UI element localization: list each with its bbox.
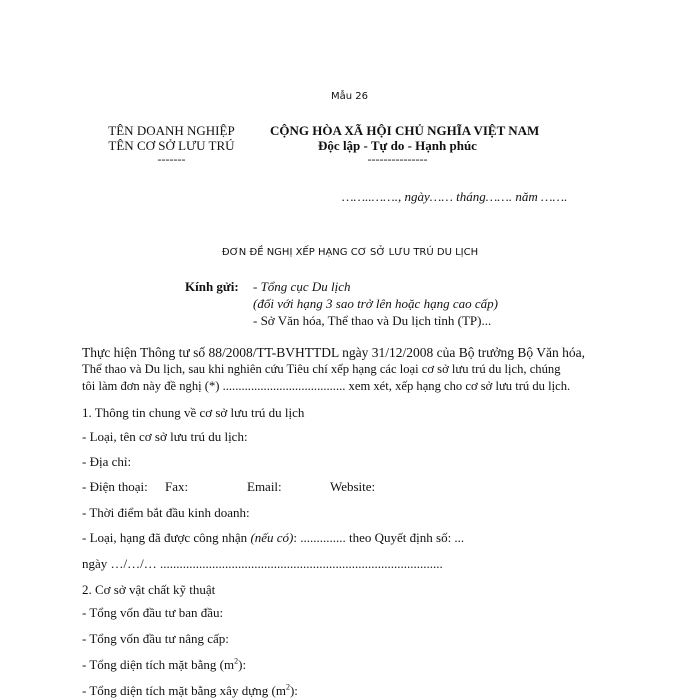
recognized-suffix: : .............. theo Quyết định số: ... [293,530,465,545]
field-built-area: - Tổng diện tích mặt bằng xây dựng $(m^2)$: [82,682,298,698]
right-divider: --------------- [367,152,428,166]
date-line: ……..……., ngày…… tháng……. năm ……. [342,189,568,204]
facility-name: TÊN CƠ SỞ LƯU TRÚ [108,138,235,153]
field-type-name: - Loại, tên cơ sở lưu trú du lịch: [82,429,248,444]
field-decision-date: ngày …/…/… ....................................................................................... [82,556,443,571]
superscript-2: 2 [285,682,290,692]
section-1-heading: 1. Thông tin chung về cơ sở lưu trú du lịch [82,405,305,420]
field-recognized-rank [82,530,464,546]
document-title: ĐƠN ĐỀ NGHỊ XẾP HẠNG CƠ SỞ LƯU TRÚ DU LỊCH [221,247,479,258]
superscript-2: 2 [234,656,239,666]
motto: Độc lập - Tự do - Hạnh phúc [318,138,477,153]
field-website: Website: [330,479,376,494]
intro-line-3: tôi làm đơn này đề nghị (*) ....................................... xem xét, xếp hạng cho cơ sở lưu trú du lịch. [82,379,571,393]
field-fax: Fax: [165,479,189,494]
field-address: - Địa chỉ: [82,454,132,469]
field-initial-capital: - Tổng vốn đầu tư ban đầu: [82,605,224,620]
country-name: CỘNG HÒA XÃ HỘI CHỦ NGHĨA VIỆT NAM [270,123,540,138]
field-upgrade-capital: - Tổng vốn đầu tư nâng cấp: [82,631,229,646]
recipient-2: - Sở Văn hóa, Thể thao và Du lịch tỉnh (TP)... [253,313,492,328]
field-start-time: - Thời điểm bắt đầu kinh doanh: [82,505,250,520]
recipient-1-note: (đối với hạng 3 sao trở lên hoặc hạng cao cấp) [253,296,498,311]
section-2-heading: 2. Cơ sở vật chất kỹ thuật [82,582,216,597]
intro-line-2: Thể thao và Du lịch, sau khi nghiên cứu Tiêu chí xếp hạng các loại cơ sở lưu trú du lịch, chúng [82,362,561,376]
recipients-label: Kính gửi: [185,279,239,294]
field-email: Email: [247,479,282,494]
recipient-1: - Tổng cục Du lịch [253,279,351,294]
left-divider: ------- [157,152,186,166]
form-number: Mẫu 26 [331,91,368,102]
intro-line-1: Thực hiện Thông tư số 88/2008/TT-BVHTTDL ngày 31/12/2008 của Bộ trưởng Bộ Văn hóa, [82,345,586,360]
company-name: TÊN DOANH NGHIỆP [108,123,235,138]
field-site-area: - Tổng diện tích mặt bằng $(m^2)$: [82,656,247,672]
field-phone: - Điện thoại: [82,479,148,494]
recognized-note: (nếu có) [250,530,294,545]
recognized-prefix: - Loại, hạng đã được công nhận [82,530,248,545]
